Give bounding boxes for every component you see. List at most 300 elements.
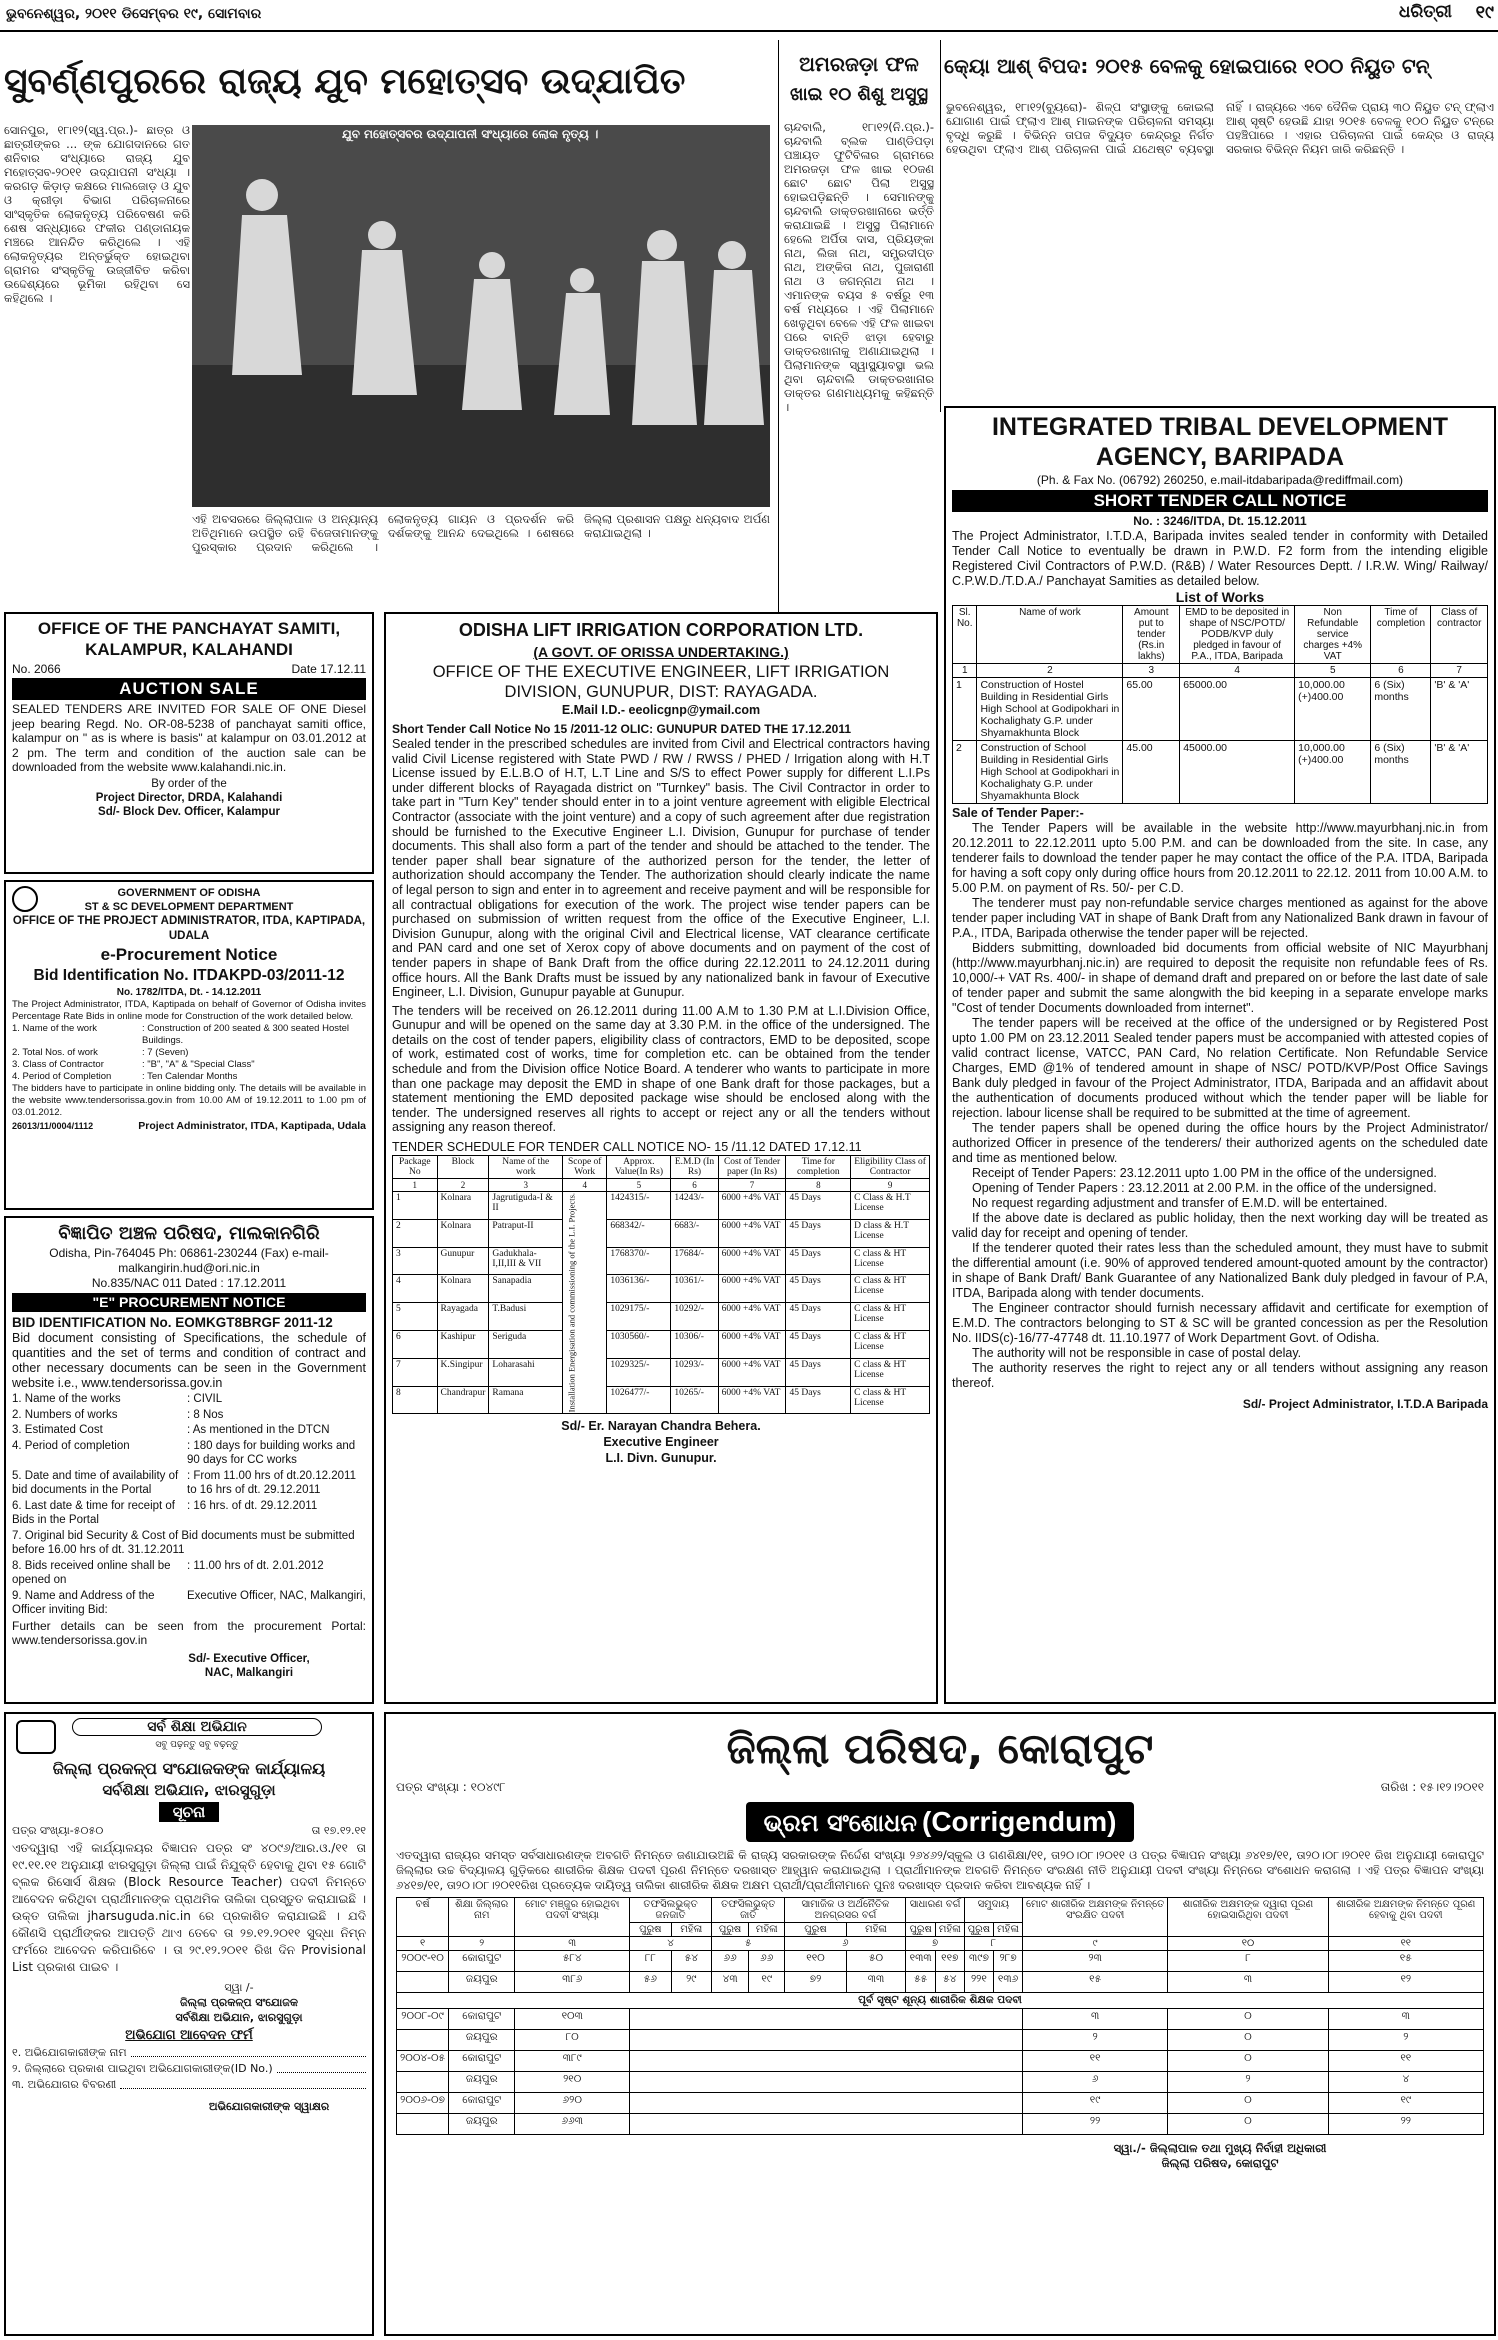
koraput-table-cell: ଜୟପୁର: [449, 2114, 515, 2135]
malkangiri-row: [12, 1499, 366, 1528]
koraput-table-cell: ୪୩: [712, 1972, 749, 1993]
olic-table-row: [393, 1275, 930, 1303]
olic-colnum-cell: 1: [393, 1179, 438, 1192]
ssa-form-label: ୩. ଅଭିଯୋଗର ବିବରଣୀ: [12, 2078, 117, 2091]
ssa-form-field: [12, 2061, 366, 2077]
olic-cell-work: Patraput-II: [489, 1219, 563, 1247]
koraput-table-cell: ୨୨୧: [964, 1972, 993, 1993]
olic-cell-block: Kolnara: [437, 1219, 489, 1247]
olic-email: E.Mail I.D.- eeolicgnp@ymail.com: [561, 703, 761, 717]
itda-baripada-works-table: [952, 605, 1488, 804]
festival-headline: ସୁବର୍ଣ୍ଣପୁରରେ ରାଜ୍ୟ ଯୁବ ମହୋତ୍ସବ ଉଦ୍‌ଯାପିତ: [4, 61, 686, 102]
koraput-table-cell: ୧୩୩: [906, 1951, 935, 1972]
itdab-header-cell: Name of work: [977, 606, 1123, 664]
koraput-table-cell: ୬୨୦: [515, 2093, 630, 2114]
olic-cell-block: Kolnara: [437, 1192, 489, 1220]
koraput-male-cell: ପୁରୁଷ: [906, 1923, 935, 1937]
koraput-table-cell: ୧୯: [749, 1972, 785, 1993]
panchayat-body: SEALED TENDERS ARE INVITED FOR SALE OF ONE Diesel jeep bearing Regd. No. OR-08-5238 of panchayat samiti office, kalampur on " as is where is basis" at kalampur on 03.01.2012 at 2 pm. The term and condition of the auction sale can be downloaded from the website www.kalahandi.nic.in.: [12, 702, 366, 774]
olic-table-row: [393, 1303, 930, 1331]
koraput-male-cell: ପୁରୁଷ: [785, 1923, 846, 1937]
olic-table-cell: 6000 +4% VAT: [718, 1219, 786, 1247]
itda-baripada-contact: (Ph. & Fax No. (06792) 260250, e.mail-itdabaripada@rediffmail.com): [1036, 473, 1404, 487]
koraput-table-cell: ୨୦୦୪-୦୫: [397, 2051, 449, 2072]
flyash-headline: କ୍ୟୋ ଆଶ୍ ବିପଦ: ୨୦୧୫ ବେଳକୁ ହୋଇପାରେ ୧୦୦ ନିୟୁତ ଟନ୍: [944, 54, 1430, 78]
olic-cell-package: 7: [393, 1358, 438, 1386]
koraput-table-cell: ୧୧୦: [785, 1951, 846, 1972]
olic-table-cell: 10361/-: [671, 1275, 718, 1303]
koraput-table-cell: ୦: [1168, 2114, 1328, 2135]
panchayat-title: OFFICE OF THE PANCHAYAT SAMITI, KALAMPUR, KALAHANDI: [37, 619, 341, 659]
itdab-paragraph: No request regarding adjustment and transfer of E.M.D. will be entertained.: [972, 1196, 1388, 1210]
malkangiri-row-value: : 8 Nos: [187, 1408, 224, 1421]
koraput-table-row: [397, 2093, 1484, 2114]
itdab-paragraph: The tender papers will be received at the office of the undersigned or by Registered Post upto 1.00 PM on 23.12.2011 Sealed tender papers must be accompanied with attested copies of valid contract license, VATCC, PAN Card, No relation Certificate. Non Refundable Service Charges, EMD @1% of tendered amount in shape of NSC/ POTD/KVP/Post Office Savings Bank duly pledged in favour of the Project Administrator, ITDA, Baripada and an affidavit about the authentication of documents produced without which the tender paper will be liable for rejection. labour license shall be required to be submitted at the time of agreement.: [952, 1016, 1488, 1120]
olic-cell-work: Ramana: [489, 1386, 563, 1414]
koraput-table-cell: ୮୦: [515, 2030, 630, 2051]
itdab-colnum-cell: 5: [1295, 664, 1371, 678]
olic-body-1: Sealed tender in the prescribed schedules are invited from Civil and Electrical contractors having valid Civil License registered with State PWD / RW / RWSS / PHED / Irrigation along with H.T License issued by E.L.B.O of H.T, L.T Line and S/S to effect Power supply for different L.I.Ps under different blocks of Rayagada district on "Turnkey" basis. The Civil Contractor in order to take part in "Turn Key" tender should enter in to a joint venture agreement with eligible Electrical Contractor (associate with the joint venture) and a copy of such agreement after due registration should be furnished to the Executive Engineer L.I. Division, Gunupur for purchase of tender documents. This shall also form a part of the tender and should be attached to the tender. The tender paper shall bear signature of the authorized person for the tender, the letter of authorization should accompany the Tender. The authorization should clearly indicate the name of legal person to sign and enter in to agreement and receive payment and will be responsible for all contractual obligations for execution of the work. The project wise tender papers can be purchased on submission of written request from the office of the Executive Engineer, L.I. Division Gunupur, along with the original Civil and Electrical license, VAT clearance certificate and PAN card and one set of Xerox copy of above documents and on payment of the cost of tender papers in shape of Bank Draft from the office during 22.12.2011 to 24.12.2011 during office hours. All the Bank Drafts must be issued by any nationalized bank in favour of Executive Engineer, L.I. Division, Gunupur payable at Gunupur.: [392, 737, 930, 1000]
itda-baripada-signature: Sd/- Project Administrator, I.T.D.A Baripada: [1242, 1397, 1488, 1411]
olic-cell-work: Sanapadia: [489, 1275, 563, 1303]
koraput-table-cell: ୬୬: [712, 1951, 749, 1972]
itda-udala-number: No. 1782/ITDA, Dt. - 14.12.2011: [116, 987, 262, 998]
koraput-table-cell: ୮୮: [630, 1951, 671, 1972]
olic-table-cell: 6000 +4% VAT: [718, 1247, 786, 1275]
koraput-table-cell: [397, 2030, 449, 2051]
ssa-form-field: [12, 2045, 366, 2061]
koraput-table-cell: କୋରାପୁଟ: [449, 2051, 515, 2072]
itda-baripada-sale-heading: Sale of Tender Paper:-: [952, 806, 1084, 820]
koraput-header-cell: ବର୍ଷ: [397, 1898, 449, 1937]
malkangiri-number: No.835/NAC 011 Dated : 17.12.2011: [91, 1276, 287, 1290]
olic-table-cell: C class & HT License: [851, 1275, 930, 1303]
olic-table-cell: 10293/-: [671, 1358, 718, 1386]
koraput-table-cell: ୫୪: [671, 1951, 712, 1972]
olic-header-cell: Eligibility Class of Contractor: [851, 1156, 930, 1179]
koraput-table-row: [397, 1972, 1484, 1993]
olic-table-cell: 17684/-: [671, 1247, 718, 1275]
fruit-headline-2: ଖାଇ ୧୦ ଶିଶୁ ଅସୁସ୍ଥ: [790, 84, 928, 105]
panchayat-notice: [4, 612, 374, 874]
koraput-female-cell: ମହିଳା: [994, 1923, 1023, 1937]
itda-baripada-bar: SHORT TENDER CALL NOTICE: [952, 490, 1488, 512]
olic-table-cell: 1026477/-: [607, 1386, 671, 1414]
olic-header-cell: Scope of Work: [563, 1156, 607, 1179]
koraput-table-cell: ୩: [1168, 1972, 1328, 1993]
itda-udala-sign: Project Administrator, ITDA, Kaptipada, Udala: [138, 1120, 366, 1132]
olic-cell-work: T.Badusi: [489, 1303, 563, 1331]
itda-udala-rows: [12, 1023, 366, 1083]
olic-colnum-cell: 7: [718, 1179, 786, 1192]
itdab-table-cell: 10,000.00 (+)400.00: [1295, 678, 1371, 741]
olic-cell-package: 2: [393, 1219, 438, 1247]
koraput-colnum-cell: ୭: [906, 1937, 964, 1951]
koraput-table-cell: ୨: [1328, 2030, 1483, 2051]
itdab-paragraph: If the above date is declared as public holiday, then the next working day will be treated as valid day for receipt and opening of tender.: [952, 1211, 1488, 1240]
koraput-table-cell: ୨୨: [1328, 2114, 1483, 2135]
koraput-colnum-cell: ୧୧: [1328, 1937, 1483, 1951]
itdab-table-cell: 'B' & 'A': [1431, 741, 1488, 804]
olic-table-cell: C class & HT License: [851, 1247, 930, 1275]
olic-header-cell: E.M.D (In Rs): [671, 1156, 718, 1179]
olic-cell-package: 6: [393, 1331, 438, 1359]
itdab-colnum-cell: 4: [1180, 664, 1295, 678]
itdab-table-cell: 2: [953, 741, 977, 804]
ssa-sign-1: ସ୍ୱା /-: [224, 1981, 254, 1994]
itdab-header-cell: Non Refundable service charges +4% VAT: [1295, 606, 1371, 664]
olic-table-cell: 1029325/-: [607, 1358, 671, 1386]
olic-cell-package: 1: [393, 1192, 438, 1220]
koraput-table-cell: ୩୯୭: [964, 1951, 993, 1972]
olic-cell-block: Rayagada: [437, 1303, 489, 1331]
olic-table-cell: 10265/-: [671, 1386, 718, 1414]
itda-udala-office: OFFICE OF THE PROJECT ADMINISTRATOR, ITDA, KAPTIPADA, UDALA: [12, 915, 366, 942]
koraput-colnum-cell: ୫: [712, 1937, 785, 1951]
panchayat-date: Date 17.12.11: [291, 662, 366, 676]
koraput-table-cell: ଜୟପୁର: [449, 1972, 515, 1993]
olic-table-row: [393, 1192, 930, 1220]
malkangiri-notice: [4, 1216, 374, 1704]
malkangiri-address: Odisha, Pin-764045 Ph: 06861-230244 (Fax) e-mail- malkangirin.hud@ori.nic.in: [49, 1246, 329, 1275]
koraput-table-cell: ଜୟପୁର: [449, 2072, 515, 2093]
malkangiri-row-key: 8. Bids received online shall be opened on: [12, 1559, 171, 1586]
olic-cell-block: Chandrapur: [437, 1386, 489, 1414]
koraput-male-cell: ପୁରୁଷ: [964, 1923, 993, 1937]
itdab-header-cell: Class of contractor: [1431, 606, 1488, 664]
olic-colnum-cell: 6: [671, 1179, 718, 1192]
malkangiri-footer: Further details can be seen from the procurement Portal: www.tendersorissa.gov.in: [12, 1618, 366, 1647]
itdab-colnum-cell: 2: [977, 664, 1123, 678]
itda-udala-code: 26013/11/0004/1112: [12, 1121, 94, 1131]
olic-header-cell: Name of the work: [489, 1156, 563, 1179]
itdab-table-cell: 65.00: [1123, 678, 1180, 741]
ssa-form-title: ଅଭିଯୋଗ ଆବେଦନ ଫର୍ମ: [125, 2028, 253, 2043]
koraput-table-cell: ୨୯: [671, 1972, 712, 1993]
olic-table-cell: 6000 +4% VAT: [718, 1303, 786, 1331]
koraput-corrigendum-en: (Corrigendum): [922, 1806, 1117, 1837]
olic-table-cell: 45 Days: [786, 1275, 851, 1303]
itdab-colnum-cell: 6: [1371, 664, 1431, 678]
malkangiri-row: [12, 1439, 366, 1468]
malkangiri-row-value: : 180 days for building works and 90 days for CC works: [187, 1439, 356, 1466]
itda-baripada-list-title: List of Works: [1175, 589, 1265, 605]
olic-table-cell: C class & HT License: [851, 1331, 930, 1359]
olic-table-cell: C class & HT License: [851, 1386, 930, 1414]
koraput-sign-1: ସ୍ୱା./- ଜିଲ୍ଲାପାଳ ତଥା ମୁଖ୍ୟ ନିର୍ବାହୀ ଅଧିକାରୀ: [1113, 2141, 1327, 2155]
olic-office: OFFICE OF THE EXECUTIVE ENGINEER, LIFT IRRIGATION DIVISION, GUNUPUR, DIST: RAYAGADA.: [432, 663, 890, 701]
koraput-table-cell: ୨୮୭: [994, 1951, 1023, 1972]
koraput-table-cell: ୧୯: [1022, 2093, 1167, 2114]
itda-udala-gov: GOVERNMENT OF ODISHA: [117, 887, 261, 899]
koraput-table-cell: ୧୨: [1328, 1972, 1483, 1993]
malkangiri-row-value: Executive Officer, NAC, Malkangiri,: [187, 1589, 366, 1602]
itda-baripada-title-2: AGENCY, BARIPADA: [1095, 443, 1345, 471]
malkangiri-row-key: 7. Original bid Security & Cost of Bid documents must be submitted before 16.00 hrs of dt. 31.12.2011: [12, 1529, 355, 1556]
itdab-table-cell: 1: [953, 678, 977, 741]
olic-cell-work: Seriguda: [489, 1331, 563, 1359]
koraput-table-cell: କୋରାପୁଟ: [449, 2093, 515, 2114]
koraput-table-cell: ୦: [1168, 2009, 1328, 2030]
malkangiri-row: [12, 1408, 366, 1423]
itda-udala-dept: ST & SC DEVELOPMENT DEPARTMENT: [84, 901, 294, 913]
koraput-table-cell: ୦: [1168, 2030, 1328, 2051]
koraput-colnum-row: [397, 1937, 1484, 1951]
koraput-table-cell: ୩: [1022, 2009, 1167, 2030]
koraput-male-cell: ପୁରୁଷ: [630, 1923, 671, 1937]
ssa-date: ତା ୧୭.୧୨.୧୧: [311, 1824, 366, 1837]
itdab-colnum-cell: 1: [953, 664, 977, 678]
itdab-colnum-cell: 3: [1123, 664, 1180, 678]
malkangiri-row: [12, 1529, 366, 1558]
itda-baripada-title-1: INTEGRATED TRIBAL DEVELOPMENT: [991, 413, 1449, 441]
itdab-table-row: [953, 678, 1488, 741]
koraput-colnum-cell: ୧୦: [1168, 1937, 1328, 1951]
koraput-colnum-cell: ୬: [785, 1937, 906, 1951]
koraput-corrigendum-odia: ଭ୍ରମ ସଂଶୋଧନ: [763, 1809, 917, 1837]
malkangiri-title: ବିଜ୍ଞାପିତ ଅଞ୍ଚଳ ପରିଷଦ, ମାଲକାନଗିରି: [58, 1223, 320, 1244]
olic-table-cell: C class & HT License: [851, 1303, 930, 1331]
festival-body-left: ସୋନପୁର, ୧୮ା୧୨(ସ୍ୱ.ପ୍ର.)- ଛାତ୍ର ଓ ଛାତ୍ରୀଙ୍କର ... ଙ୍କ ଯୋଗଦାନରେ ଗତ ଶନିବାର ସଂଧ୍ୟାରେ ରାଜ୍ୟ ଯୁବ ମହୋତ୍ସବ-୨୦୧୧ ଉଦ୍‌ଯାପନୀ ସଂଧ୍ୟା । କରଗଡ଼ କିଡ଼ାଡ଼ କକ୍ଷରେ ମାଲଜୋଡ଼ ଓ ଯୁବ ଓ କ୍ରୀଡ଼ା ବିଭାଗ ପରିଚାଳନାରେ ସାଂସ୍କୃତିକ ଲୋକନୃତ୍ୟ ପରିବେଷଣ କରି ଶେଷ ସନ୍ଧ୍ୟାରେ ଫକୀର ପଣ୍ଡାନାୟକ ମଞ୍ଚରେ ଆନନ୍ଦିତ କରିଥିଲେ । ଏହି ଲୋକନୃତ୍ୟର ଅନ୍ତର୍ଭୁକ୍ତ ହୋଇଥିବା ଗ୍ରାମର ସଂସ୍କୃତିକୁ ଉଜ୍ଜୀବିତ କରିବା ଉଦ୍ଦେଶ୍ୟରେ ଭୂମିକା ରହିଥିବା ସେ କହିଥିଲେ ।: [4, 123, 190, 305]
koraput-colnum-cell: ୧: [397, 1937, 449, 1951]
olic-table-cell: 45 Days: [786, 1219, 851, 1247]
panchayat-sign-1: Project Director, DRDA, Kalahandi: [95, 791, 283, 804]
olic-header-cell: Cost of Tender paper (In Rs): [718, 1156, 786, 1179]
koraput-table-cell: ୨୦୦୯-୧୦: [397, 1951, 449, 1972]
koraput-table-cell: [397, 2114, 449, 2135]
olic-table-cell: 6683/-: [671, 1219, 718, 1247]
malkangiri-row-value: : As mentioned in the DTCN: [187, 1424, 330, 1436]
olic-table-cell: 1030560/-: [607, 1331, 671, 1359]
olic-table-cell: 10306/-: [671, 1331, 718, 1359]
olic-title: ODISHA LIFT IRRIGATION CORPORATION LTD.: [458, 620, 864, 640]
koraput-table-row: [397, 2009, 1484, 2030]
koraput-header-cell: ଶାରୀରିକ ଅକ୍ଷମଙ୍କ ନିମନ୍ତେ ପୂରଣ ହେବାକୁ ଥିବା ପଦବୀ: [1328, 1898, 1483, 1937]
olic-header-cell: Package No: [393, 1156, 438, 1179]
ssa-form-line: [277, 2061, 366, 2073]
koraput-table-cell: ୩୮୯: [515, 2051, 630, 2072]
koraput-table-cell: ୬୬୩: [515, 2114, 630, 2135]
koraput-table-cell: ଜୟପୁର: [449, 2030, 515, 2051]
itda-udala-notice-title: e-Procurement Notice: [100, 945, 278, 964]
olic-table-cell: 45 Days: [786, 1247, 851, 1275]
ssa-sign-2: ଜିଲ୍ଲା ପ୍ରକଳ୍ପ ସଂଯୋଜକ: [179, 1996, 299, 2009]
koraput-table-row: [397, 2072, 1484, 2093]
koraput-table-row: [397, 2114, 1484, 2135]
ssa-form-label: ୧. ଅଭିଯୋଗକାରୀଙ୍କ ନାମ: [12, 2046, 127, 2059]
itdab-paragraph: The tenderer must pay non-refundable service charges mentioned as against for the above tender paper including VAT in shape of Bank Draft from any Nationalized Bank drawn in favour of P.A., ITDA, Baripada otherwise the tender paper will be rejected.: [952, 896, 1488, 940]
itdab-table-cell: 10,000.00 (+)400.00: [1295, 741, 1371, 804]
masthead-paper-name: ଧରିତ୍ରୀ: [1398, 2, 1452, 22]
olic-colnum-cell: 9: [851, 1179, 930, 1192]
malkangiri-rows: [12, 1392, 366, 1618]
malkangiri-sign-2: NAC, Malkangiri: [204, 1666, 294, 1679]
koraput-table-cell: ୫୦: [846, 1951, 906, 1972]
itdab-paragraph: The Tender Papers will be available in the website http://www.mayurbhanj.nic.in from 20.12.2011 to 22.12.2011 upto 5.00 P.M. and can be downloaded from the site. In case, any tenderer fails to download the tender paper he may contact the office of the P.A. ITDA, Baripada for having a soft copy only during office hours from 20.12.2011 to 22.12. 2011 from 10.00 A.M. to 5.00 P.M. on payment of Rs. 50/- per C.D.: [952, 821, 1488, 895]
koraput-table-cell: କୋରାପୁଟ: [449, 1951, 515, 1972]
koraput-header-cell: ତଫସିଲଭୁକ୍ତ ଜାତି: [712, 1898, 785, 1923]
koraput-colnum-cell: ୨: [449, 1937, 515, 1951]
itdab-table-row: [953, 741, 1488, 804]
koraput-empty-cell: [630, 2051, 1023, 2072]
itda-udala-row-value: : Ten Calendar Months: [142, 1071, 238, 1082]
itdab-paragraph: The tender papers shall be opened during the office hours by the Project Administrator/ authorized Officer in presence of the tenderers/ their authorized agents on the scheduled date and time as mentioned below.: [952, 1121, 1488, 1165]
panchayat-by-order: By order of the: [151, 777, 227, 790]
koraput-table-cell: ୫୫: [906, 1972, 935, 1993]
itdab-table-cell: 6 (Six) months: [1371, 741, 1431, 804]
itda-baripada-number: No. : 3246/ITDA, Dt. 15.12.2011: [1133, 514, 1307, 528]
olic-cell-block: Kashipur: [437, 1331, 489, 1359]
olic-cell-work: Gadukhala-I,II,III & VII: [489, 1247, 563, 1275]
masthead: [0, 0, 1498, 30]
malkangiri-row-key: 2. Numbers of works: [12, 1408, 118, 1421]
koraput-number: ପତ୍ର ସଂଖ୍ୟା : ୧୦୪୯୮: [396, 1780, 506, 1794]
malkangiri-row: [12, 1392, 366, 1407]
malkangiri-intro: Bid document consisting of Specifications, the schedule of quantities and the set of terms and condition of contract and other necessary documents can be seen in the Government website i.e., www.tendersorissa.gov.in: [12, 1331, 366, 1390]
olic-colnum-cell: 4: [563, 1179, 607, 1192]
olic-table-row: [393, 1386, 930, 1414]
koraput-empty-cell: [630, 2009, 1023, 2030]
malkangiri-row-key: 4. Period of completion: [12, 1439, 130, 1452]
koraput-female-cell: ମହିଳା: [749, 1923, 785, 1937]
koraput-table-row: [397, 1951, 1484, 1972]
itda-udala-row-key: 1. Name of the work: [12, 1023, 98, 1034]
olic-header-cell: Time for completion: [786, 1156, 851, 1179]
festival-photo-caption: ଯୁବ ମହୋତ୍ସବର ଉଦ୍‌ଯାପନୀ ସଂଧ୍ୟାରେ ଲୋକ ନୃତ୍ୟ ।: [342, 127, 599, 141]
itdab-header-cell: Amount put to tender (Rs.in lakhs): [1123, 606, 1180, 664]
itdab-paragraph: The authority reserves the right to reject any or all tenders without assigning any reason thereof.: [952, 1361, 1488, 1390]
koraput-female-cell: ମହିଳା: [846, 1923, 906, 1937]
koraput-table-cell: ୨୦୦୮-୦୯: [397, 2009, 449, 2030]
ssa-body: ଏତଦ୍ୱାରା ଏହି କାର୍ଯ୍ୟାଳୟର ବିଜ୍ଞାପନ ପତ୍ର ସଂ ୪୦୯୬/ଆର.ଓ./୧୧ ତା ୧୯.୧୧.୧୧ ଅନୁଯାୟୀ ଝାରସୁଗୁଡ଼ା ଜିଲ୍ଲା ପାଇଁ ନିଯୁକ୍ତି ହେବାକୁ ଥିବା ୧୫ ଗୋଟି ବ୍ଲକ ରିସୋର୍ସ ଶିକ୍ଷକ (Block Resource Teacher) ପଦବୀ ନିମନ୍ତେ ଆବେଦନ କରିଥିବା ପ୍ରାର୍ଥୀମାନଙ୍କ ପ୍ରାଥମିକ ତାଲିକା ପ୍ରସ୍ତୁତ କରାଯାଇଛି । ଉକ୍ତ ତାଲିକା jharsuguda.nic.in ରେ ପ୍ରକାଶିତ କରାଯାଇଛି । ଯଦି କୌଣସି ପ୍ରାର୍ଥୀଙ୍କର ଆପତ୍ତି ଥାଏ ତେବେ ତା ୨୭.୧୨.୨୦୧୧ ସୁଦ୍ଧା ନିମ୍ନ ଫର୍ମରେ ଆବେଦନ କରିପାରିବେ । ତା ୨୯.୧୨.୨୦୧୧ ରିଖ ଦିନ Provisional List ପ୍ରକାଶ ପାଇବ ।: [12, 1841, 366, 1974]
olic-table-cell: C class & HT License: [851, 1358, 930, 1386]
itdab-table-cell: 6 (Six) months: [1371, 678, 1431, 741]
itda-udala-row: [12, 1071, 366, 1083]
koraput-body: ଏତଦ୍ୱାରା ରାଜ୍ୟର ସମସ୍ତ ସର୍ବସାଧାରଣଙ୍କ ଅବଗତି ନିମନ୍ତେ ଜଣାଯାଉଅଛି କି ରାଜ୍ୟ ସରକାରଙ୍କ ନିର୍ଦ୍ଦେଶ ସଂଖ୍ୟା ୨୬୪୬୨/ସ୍କୁଲ ଓ ଗଣଶିକ୍ଷା/୧୧, ତା୨୦।୦୮।୨୦୧୧ ଓ ପତ୍ର ବିଜ୍ଞାପନ ସଂଖ୍ୟା ୬୪୧୭/୧୧, ତା୨୦।୦୮।୨୦୧୧ ରିଖ ଅନୁଯାୟୀ କୋରାପୁଟ ଜିଲ୍ଲାର ଉଚ୍ଚ ବିଦ୍ୟାଳୟ ଗୁଡ଼ିକରେ ଶାରୀରିକ ଶିକ୍ଷକ ପଦବୀ ପୂରଣ ନିମନ୍ତେ ଦରଖାସ୍ତ ଆହ୍ୱାନ କରାଯାଇଥିଲା । ପ୍ରାର୍ଥୀମାନଙ୍କ ଅବଗତି ନିମନ୍ତେ ସଂରକ୍ଷଣ ନୀତି ଅନୁଯାୟୀ ପଦବୀ ସଂଖ୍ୟା ନିମ୍ନରେ ସଂଶୋଧନ କରାଗଲା । ଏହି ପତ୍ର ବିଜ୍ଞାପନ ସଂଖ୍ୟା ୬୪୧୭/୧୧, ତା୨୦।୦୮।୨୦୧୧ରିଖ ପ୍ରତ୍ୟେକ ଦାୟିତ୍ୱ ତାଲିକା ଶାରୀରିକ ଶିକ୍ଷକ ଅକ୍ଷମ ପ୍ରାର୍ଥୀ/ପ୍ରାର୍ଥୀନୀମାନେ ପୁନଃ ଦରଖାସ୍ତ ପ୍ରଦାନ କରିବା ଆବଶ୍ୟକ ନାହିଁ ।: [396, 1848, 1484, 1892]
olic-cell-work: Loharasahi: [489, 1358, 563, 1386]
itda-udala-footer: The bidders have to participate in online bidding only. The details will be available in the website www.tendersorissa.gov.in from 10.00 AM of 19.12.2011 to 1.00 pm of 03.01.2012.: [12, 1083, 366, 1118]
malkangiri-bid: BID IDENTIFICATION No. EOMKGT8BRGF 2011-12: [12, 1315, 333, 1330]
koraput-table-cell: ୧୧୭: [935, 1951, 964, 1972]
koraput-special-row: [397, 1993, 1484, 2009]
koraput-sign-2: ଜିଲ୍ଲା ପରିଷଦ, କୋରାପୁଟ: [1161, 2156, 1279, 2170]
koraput-table-cell: କୋରାପୁଟ: [449, 2009, 515, 2030]
koraput-table-cell: ୩: [1328, 2009, 1483, 2030]
odisha-emblem-icon: [12, 886, 38, 912]
itdab-table-cell: 45000.00: [1180, 741, 1295, 804]
koraput-table-cell: [397, 1972, 449, 1993]
olic-cell-scope: Installation Energisation and commissioning of the L.I. Projects.: [563, 1192, 607, 1414]
koraput-header-row: [397, 1898, 1484, 1923]
masthead-date: ଭୁବନେଶ୍ୱର, ୨୦୧୧ ଡିସେମ୍ବର ୧୯, ସୋମବାର: [6, 6, 262, 22]
koraput-empty-cell: [630, 2030, 1023, 2051]
fruit-body: ଚାନ୍ଦବାଲି, ୧୮ା୧୨(ନି.ପ୍ର.)- ଚାନ୍ଦବାଲି ବ୍ଲକ ପାଣ୍ଡିପଡ଼ା ପଞ୍ଚାୟତ ଫୁଟିବିଳାର ଗ୍ରାମରେ ଅମରଜଡ଼ା ଫଳ ଖାଇ ୧୦ଜଣ ଛୋଟ ଛୋଟ ପିଲା ଅସୁସ୍ଥ ହୋଇପଡ଼ିଛନ୍ତି । ସେମାନଙ୍କୁ ଚାନ୍ଦବାଲି ଡାକ୍ତରଖାନାରେ ଭର୍ତ୍ତି କରାଯାଇଛି । ଅସୁସ୍ଥ ପିଲାମାନେ ହେଲେ ଅର୍ପିତା ଦାସ, ପ୍ରିୟଙ୍କା ନାଥ, ଲିଜା ନାଥ, ସମ୍ପ୍ରଦୀପ୍ତ ନାଥ, ଅଙ୍କିତା ନାଥ, ପୁଜାରାଣୀ ନାଥ ଓ ଜଗନ୍ନାଥ ନାଥ । ଏମାନଙ୍କ ବୟସ ୫ ବର୍ଷରୁ ୧୩ ବର୍ଷ ମଧ୍ୟରେ । ଏହି ପିଲାମାନେ ଖେଳୁଥିବା ବେଳେ ଏହି ଫଳ ଖାଇବା ପରେ ବାନ୍ତି ଝାଡ଼ା ହେବାରୁ ଡାକ୍ତରଖାନାକୁ ଅଣାଯାଇଥିଲା । ପିଲାମାନଙ୍କ ସ୍ୱାସ୍ଥ୍ୟାବସ୍ଥା ଭଲ ଥିବା ଚାନ୍ଦବାଲି ଡାକ୍ତରଖାନାର ଡାକ୍ତର ଗଣମାଧ୍ୟମକୁ କହିଛନ୍ତି ।: [784, 120, 934, 414]
ssa-form-fields: [12, 2045, 366, 2093]
koraput-table-cell: ୧୧: [1328, 2051, 1483, 2072]
malkangiri-bar: "E" PROCUREMENT NOTICE: [12, 1293, 366, 1312]
koraput-female-cell: ମହିଳା: [671, 1923, 712, 1937]
olic-colnum-cell: 5: [607, 1179, 671, 1192]
masthead-page-number: ୧୯: [1475, 2, 1494, 23]
olic-table-cell: 1424315/-: [607, 1192, 671, 1220]
ssa-logo-sub: ସବୁ ପଢ଼ନ୍ତୁ ସବୁ ବଢ଼ନ୍ତୁ: [155, 1740, 239, 1750]
panchayat-auction-bar: AUCTION SALE: [12, 678, 366, 700]
olic-colnum-cell: 3: [489, 1179, 563, 1192]
koraput-title: ଜିଲ୍ଲା ପରିଷଦ, କୋରାପୁଟ: [726, 1724, 1154, 1773]
olic-table-cell: 45 Days: [786, 1386, 851, 1414]
itda-baripada-paragraphs: [952, 821, 1488, 1391]
ssa-logo-icon: [16, 1720, 56, 1754]
itda-udala-row-key: 3. Class of Contractor: [12, 1059, 104, 1070]
itdab-header-cell: Time of completion: [1371, 606, 1431, 664]
itdab-paragraph: The authority will not be responsible in case of postal delay.: [972, 1346, 1302, 1360]
olic-sign-1: Sd/- Er. Narayan Chandra Behera.: [561, 1419, 761, 1434]
koraput-corrigendum-banner: [746, 1802, 1135, 1842]
itdab-paragraph: The Engineer contractor should furnish necessary affidavit and certificate for exemption of E.M.D. The contractors belonging to ST & SC will be granted concession as per the Resolution No. IIDS(c)-16/77-47748 dt. 11.10.1977 of Work Department Govt. of Odisha.: [952, 1301, 1488, 1345]
malkangiri-row-value: : 11.00 hrs of dt. 2.01.2012: [187, 1559, 324, 1572]
olic-table-cell: 14243/-: [671, 1192, 718, 1220]
olic-cell-work: Jagrutiguda-I & II: [489, 1192, 563, 1220]
olic-notice: [384, 612, 938, 1704]
koraput-table-cell: ୩୩: [846, 1972, 906, 1993]
ssa-subtitle: ସର୍ବଶିକ୍ଷା ଅଭିଯାନ, ଝାରସୁଗୁଡ଼ା: [102, 1781, 276, 1799]
itda-udala-row: [12, 1047, 366, 1059]
koraput-table-cell: ୨୦୦୬-୦୭: [397, 2093, 449, 2114]
itdab-header-cell: Sl. No.: [953, 606, 977, 664]
itda-udala-row-value: : "B", "A" & "Special Class": [142, 1059, 255, 1070]
koraput-table-cell: ୦: [1168, 2051, 1328, 2072]
malkangiri-row: [12, 1559, 366, 1588]
olic-cell-package: 3: [393, 1247, 438, 1275]
malkangiri-row-key: 5. Date and time of availability of bid documents in the Portal: [12, 1469, 179, 1496]
koraput-table-cell: ୧୫: [1328, 1951, 1483, 1972]
koraput-table-cell: ୬: [1022, 2072, 1167, 2093]
itda-udala-row-value: : 7 (Seven): [142, 1047, 189, 1058]
koraput-colnum-cell: ୪: [630, 1937, 712, 1951]
olic-sign-2: Executive Engineer: [603, 1435, 719, 1450]
malkangiri-row: [12, 1423, 366, 1438]
festival-body-bottom: ଏହି ଅବସରରେ ଜିଲ୍ଲାପାଳ ଓ ଅନ୍ୟାନ୍ୟ ଅତିଥିମାନେ ଉପସ୍ଥିତ ରହି ବିଜେତାମାନଙ୍କୁ ପୁରସ୍କାର ପ୍ରଦାନ କରିଥିଲେ । ଲୋକନୃତ୍ୟ ଗାୟନ ଓ ପ୍ରଦର୍ଶନ କରି ଦର୍ଶକଙ୍କୁ ଆନନ୍ଦ ଦେଇଥିଲେ । ଶେଷରେ ଜିଲ୍ଲା ପ୍ରଶାସନ ପକ୍ଷରୁ ଧନ୍ୟବାଦ ଅର୍ପଣ କରାଯାଇଥିଲା ।: [192, 512, 770, 554]
malkangiri-row: [12, 1469, 366, 1498]
koraput-table-cell: ୨୧୦: [515, 2072, 630, 2093]
ssa-form-label: ୨. ଜିଲ୍ଲାରେ ପ୍ରକାଶ ପାଇଥିବା ଅଭିଯୋଗକାରୀଙ୍କ(ID No.): [12, 2062, 273, 2075]
malkangiri-row-key: 6. Last date & time for receipt of Bids in the Portal: [12, 1499, 175, 1526]
itdab-paragraph: Receipt of Tender Papers: 23.12.2011 upto 1.00 PM in the office of the undersigned.: [972, 1166, 1437, 1180]
koraput-special-cell: ପୂର୍ବ ସୃଷ୍ଟ ଶୂନ୍ୟ ଶାରୀରିକ ଶିକ୍ଷକ ପଦବୀ: [397, 1993, 1484, 2009]
panchayat-sign-2: Sd/- Block Dev. Officer, Kalampur: [98, 805, 280, 818]
olic-table-cell: 6000 +4% VAT: [718, 1275, 786, 1303]
koraput-table-cell: ୧୯: [1328, 2093, 1483, 2114]
koraput-table-cell: ୧୧: [1022, 2051, 1167, 2072]
ssa-office: ଜିଲ୍ଲା ପ୍ରକଳ୍ପ ସଂଯୋଜକଙ୍କ କାର୍ଯ୍ୟାଳୟ: [52, 1759, 326, 1778]
olic-table-cell: 668342/-: [607, 1219, 671, 1247]
koraput-header-cell: ସାଧାରଣ ବର୍ଗ: [906, 1898, 964, 1923]
itda-udala-bid: Bid Identification No. ITDAKPD-03/2011-12: [33, 967, 345, 984]
itdab-table-cell: 65000.00: [1180, 678, 1295, 741]
koraput-table-cell: ୦: [1168, 2093, 1328, 2114]
itdab-header-cell: EMD to be deposited in shape of NSC/POTD/ PODB/KVP duly pledged in favour of P.A., ITDA, Baripada: [1180, 606, 1295, 664]
masthead-rule: [0, 30, 1498, 32]
malkangiri-row-key: 1. Name of the works: [12, 1393, 121, 1405]
koraput-colnum-cell: ୯: [1022, 1937, 1167, 1951]
festival-dance-photo: [192, 125, 770, 507]
ssa-bar: ସୂଚନା: [159, 1802, 220, 1822]
koraput-male-cell: ପୁରୁଷ: [712, 1923, 749, 1937]
olic-header-cell: Approx. Value(In Rs): [607, 1156, 671, 1179]
olic-table-cell: 6000 +4% VAT: [718, 1192, 786, 1220]
malkangiri-row-value: : 16 hrs. of dt. 29.12.2011: [187, 1499, 318, 1512]
olic-cell-block: Gunupur: [437, 1247, 489, 1275]
